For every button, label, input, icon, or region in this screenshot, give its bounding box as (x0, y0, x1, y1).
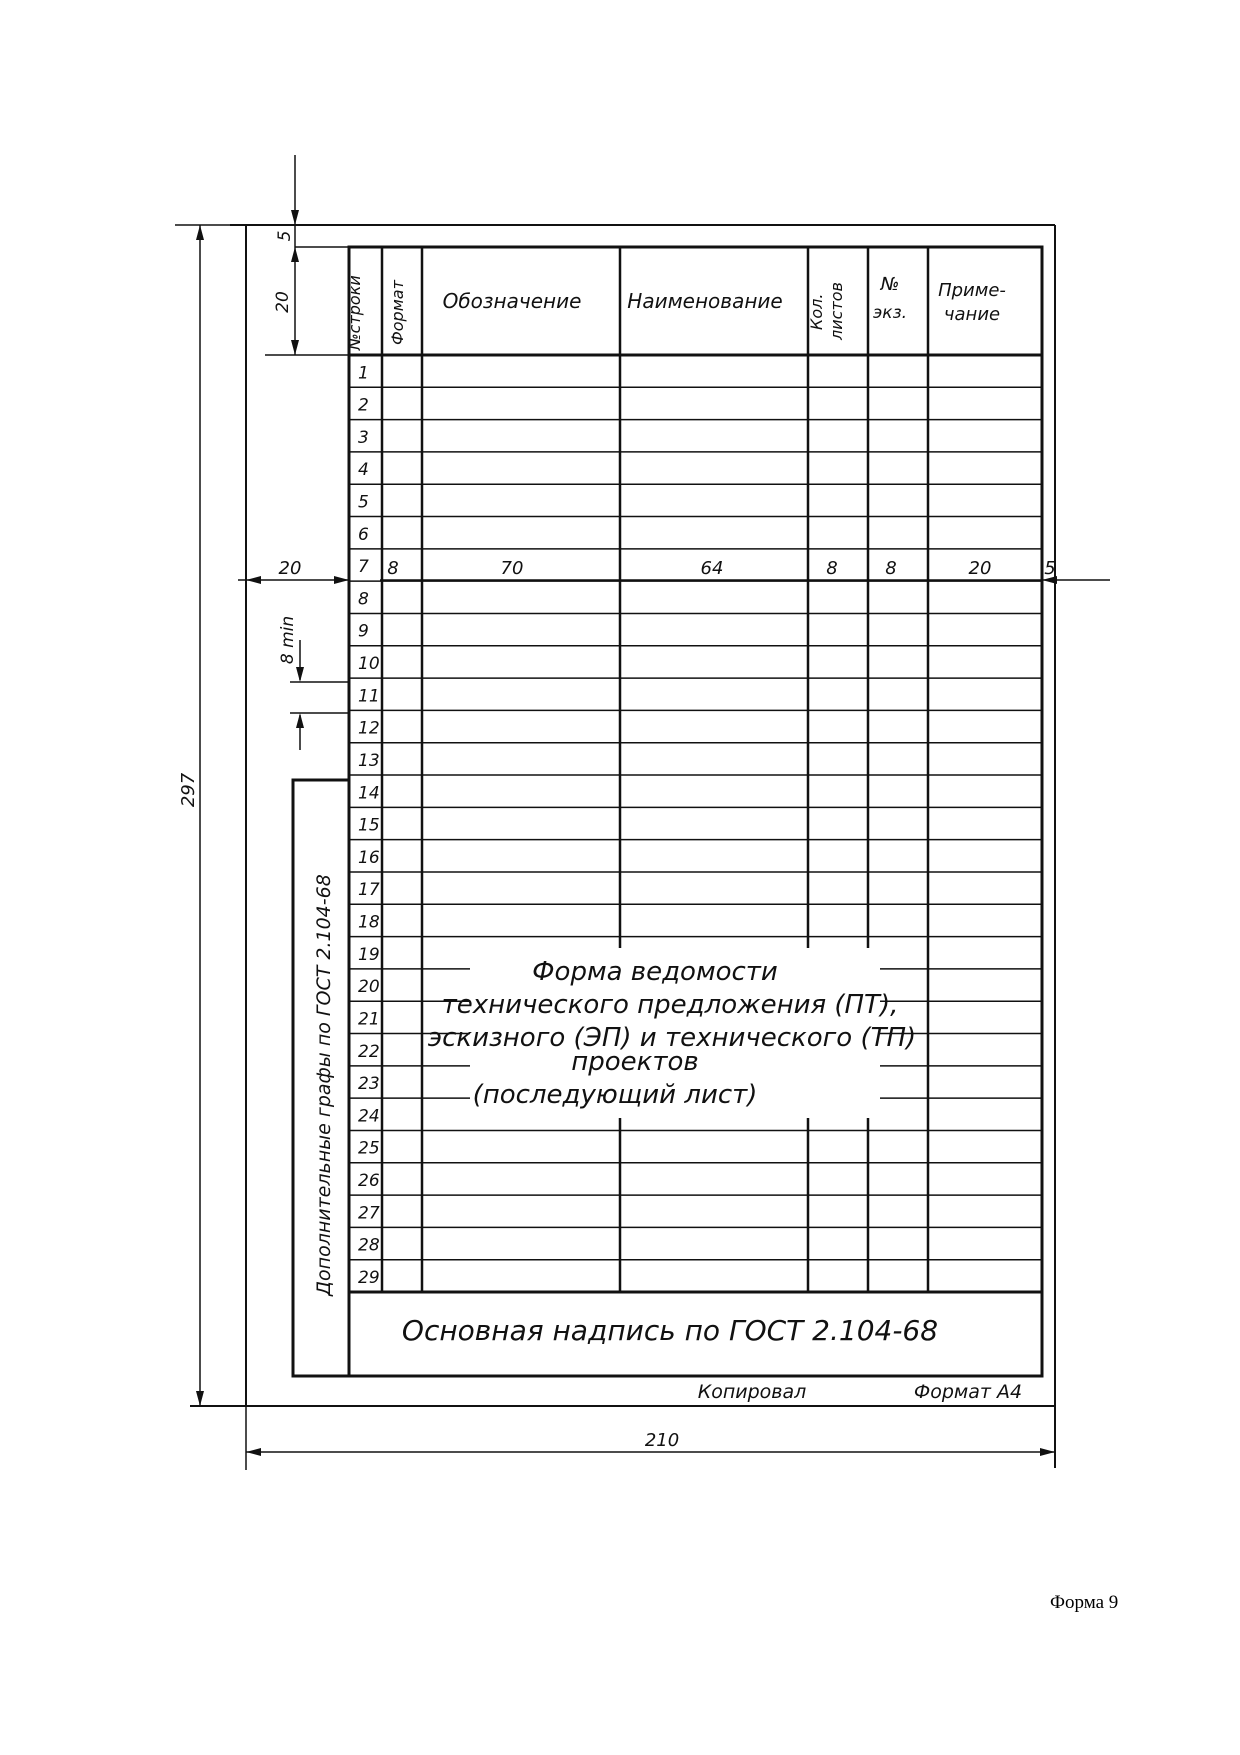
dim-row-height: 8 min (278, 615, 298, 665)
form-number: Форма 9 (1050, 1592, 1119, 1613)
header-designation: Обозначение (442, 289, 582, 313)
dim-right-margin: 5 (1044, 558, 1056, 579)
row-number: 12 (358, 718, 380, 739)
row-number: 25 (358, 1138, 380, 1159)
row-number: 13 (358, 750, 380, 771)
dim-overall-height: 297 (178, 772, 199, 808)
dim-col-designation: 70 (500, 558, 524, 579)
row-number: 9 (358, 621, 369, 642)
row-number: 14 (358, 783, 380, 804)
dim-left-margin: 20 (278, 558, 302, 579)
header-note-2: чание (943, 304, 1001, 325)
row-number: 18 (358, 912, 380, 933)
row-number: 6 (358, 524, 369, 545)
dim-col-sheets: 8 (826, 558, 838, 579)
row-number: 16 (358, 847, 380, 868)
row-number: 2 (358, 395, 369, 416)
row-number: 23 (358, 1074, 380, 1095)
header-note-1: Приме- (938, 280, 1006, 301)
dim-col-name: 64 (700, 558, 724, 579)
row-number: 17 (358, 880, 380, 901)
row-number: 10 (358, 654, 380, 675)
header-copy-1: № (880, 274, 900, 295)
table-frame (349, 247, 1042, 1376)
title-line-4: проектов (571, 1047, 699, 1077)
row-number: 20 (358, 977, 380, 998)
header-format: Формат (388, 280, 407, 345)
title-line-1: Форма ведомости (532, 957, 778, 987)
row-number: 5 (358, 492, 369, 513)
row-number: 1 (358, 363, 369, 384)
header-sheets-2: листов (827, 282, 846, 340)
row-lines (349, 387, 1042, 1259)
header-copy-2: экз. (872, 303, 908, 323)
row-numbers (358, 363, 380, 1288)
title-line-2: технического предложения (ПТ), (441, 990, 899, 1020)
row-number: 3 (358, 427, 369, 448)
row-number: 15 (358, 815, 380, 836)
column-lines (382, 247, 928, 1292)
row-number: 8 (358, 589, 369, 610)
row-number: 28 (358, 1235, 380, 1256)
copied-label: Копировал (697, 1381, 807, 1403)
dim-col-note: 20 (968, 558, 992, 579)
dim-header-height: 20 (273, 291, 293, 313)
title-block-text: Основная надпись по ГОСТ 2.104-68 (401, 1314, 939, 1347)
header-name: Наименование (627, 289, 783, 313)
title-line-3: эскизного (ЭП) и технического (ТП) (427, 1023, 917, 1053)
header-row-no: №строки (345, 275, 364, 350)
row-number: 19 (358, 944, 380, 965)
header-sheets-1: Кол. (807, 293, 826, 330)
dim-top-margin: 5 (275, 230, 295, 242)
row-number: 27 (358, 1203, 380, 1224)
row-number: 24 (358, 1106, 380, 1127)
format-a4-label: Формат А4 (913, 1381, 1023, 1403)
dim-col-format: 8 (387, 558, 399, 579)
row-number: 22 (358, 1041, 380, 1062)
dim-col-copy: 8 (885, 558, 897, 579)
row-number: 26 (358, 1171, 380, 1192)
row-number: 7 (358, 557, 369, 578)
row-number: 29 (358, 1267, 380, 1288)
side-label: Дополнительные графы по ГОСТ 2.104-68 (313, 874, 335, 1296)
row-number: 4 (358, 460, 369, 481)
dim-overall-width: 210 (644, 1430, 680, 1451)
row-number: 11 (358, 686, 380, 707)
title-line-5: (последующий лист) (472, 1080, 758, 1110)
row-number: 21 (358, 1009, 380, 1030)
